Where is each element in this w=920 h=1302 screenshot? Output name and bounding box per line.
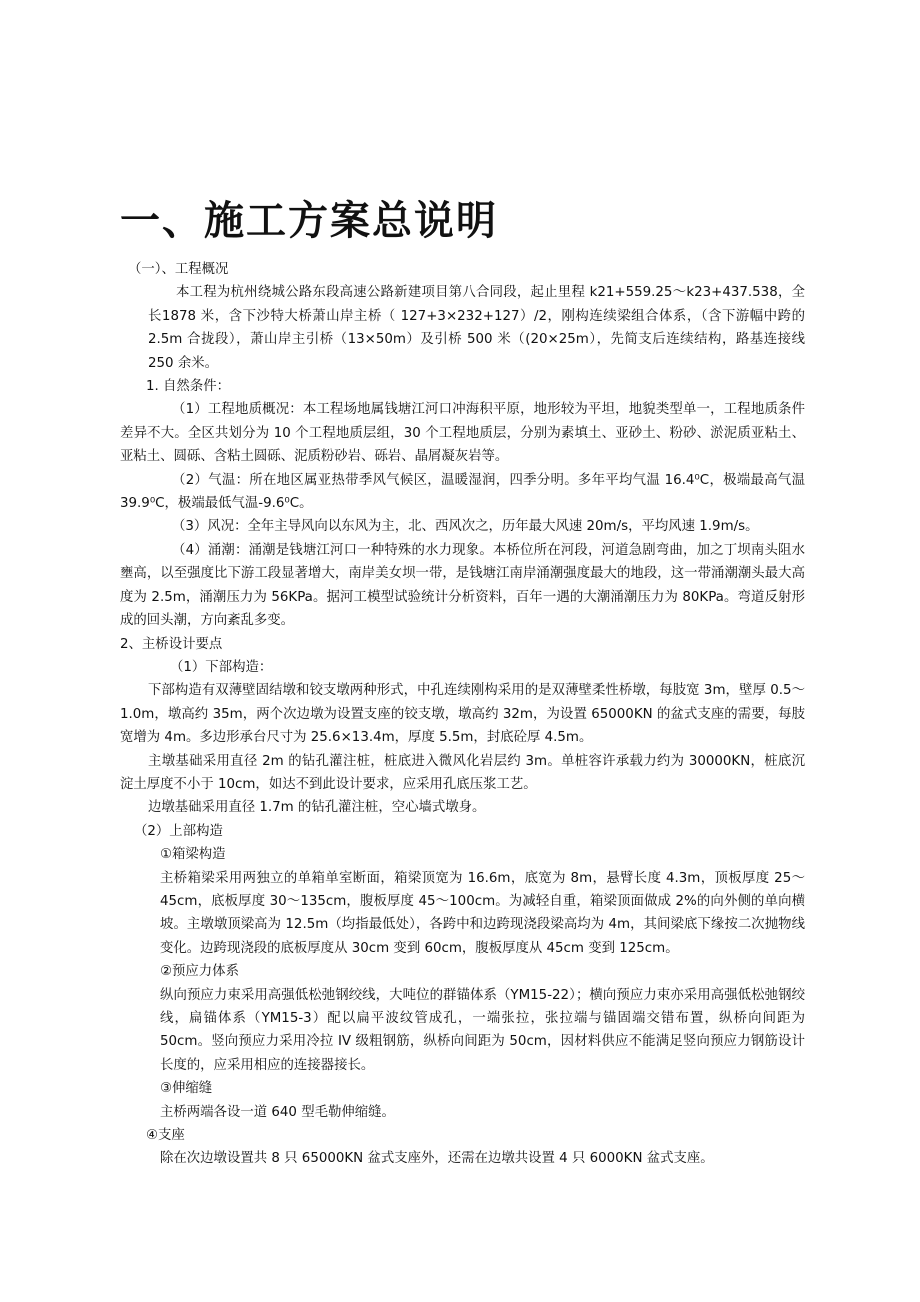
subsection-heading-upper: （2）上部构造 [134, 823, 223, 839]
paragraph-overview: 本工程为杭州绕城公路东段高速公路新建项目第八合同段，起止里程 k21+559.25～k23+437.538，全长1878 米，含下沙特大桥萧山岸主桥（ 127+3×232+127）/2，刚构连续梁组合体系，（含下游幅中跨的 2.5m 合拢段），萧山岸主引桥（13×50m）及引桥 500 米（(20×25m），先简支后连续结构，路基连接线 250 余米。 [148, 285, 805, 371]
page-title: 一、施工方案总说明 [120, 198, 498, 244]
paragraph-lower-1: 下部构造有双薄壁固结墩和铰支墩两种形式，中孔连续刚构采用的是双薄壁柔性桥墩，每肢宽 3m，壁厚 0.5～1.0m，墩高约 35m，两个次边墩为设置支座的铰支墩，墩高约 32m，为设置 65000KN 的盆式支座的需要，每肢宽增为 4m。多边形承台尺寸为 25.6×13.4m，厚度 5.5m，封底砼厚 4.5m。 [120, 683, 805, 746]
item-heading-prestress: ②预应力体系 [160, 964, 239, 980]
paragraph-bearing: 除在次边墩设置共 8 只 65000KN 盆式支座外，还需在边墩共设置 4 只 6000KN 盆式支座。 [160, 1151, 714, 1167]
paragraph-tide: （4）涌潮：涌潮是钱塘江河口一种特殊的水力现象。本桥位所在河段，河道急剧弯曲，加之丁坝南头阻水壅高，以至强度比下游工段显著增大，南岸美女坝一带，是钱塘江南岸涌潮强度最大的地段，这一带涌潮潮头最大高度为 2.5m，涌潮压力为 56KPa。据河工模型试验统计分析资料，百年一遇的大潮涌潮压力为 80KPa。弯道反射形成的回头潮，方向紊乱多变。 [120, 542, 805, 629]
paragraph-box-girder: 主桥箱梁采用两独立的单箱单室断面，箱梁顶宽为 16.6m，底宽为 8m，悬臂长度 4.3m，顶板厚度 25～45cm，底板厚度 30～135cm，腹板厚度 45～100cm。为减轻自重，箱梁顶面做成 2%的向外侧的单向横坡。主墩墩顶梁高为 12.5m（均指最低处），各跨中和边跨现浇段梁高均为 4m，其间梁底下缘按二次抛物线变化。边跨现浇段的底板厚度从 30cm 变到 60cm，腹板厚度从 45cm 变到 125cm。 [160, 870, 805, 956]
item-heading-bearing: ④支座 [146, 1128, 185, 1144]
paragraph-wind: （3）风况：全年主导风向以东风为主，北、西风次之，历年最大风速 20m/s，平均风速 1.9m/s。 [172, 519, 759, 535]
item-heading-box-girder: ①箱梁构造 [160, 847, 226, 863]
paragraph-expansion-joint: 主桥两端各设一道 640 型毛勒伸缩缝。 [160, 1104, 395, 1120]
section-heading-main-bridge: 2、主桥设计要点 [120, 636, 223, 652]
paragraph-geology: （1）工程地质概况：本工程场地属钱塘江河口冲海积平原，地形较为平坦，地貌类型单一，工程地质条件差异不大。全区共划分为 10 个工程地质层组，30 个工程地质层，分别为素填土、亚砂土、粉砂、淤泥质亚粘土、亚粘土、圆砾、含粘土圆砾、泥质粉砂岩、砾岩、晶屑凝灰岩等。 [120, 402, 805, 465]
section-heading-overview: （一）、工程概况 [128, 262, 229, 277]
subsection-heading-natural: 1. 自然条件： [146, 379, 230, 395]
paragraph-lower-2: 主墩基础采用直径 2m 的钻孔灌注桩，桩底进入微风化岩层约 3m。单桩容许承载力约为 30000KN，桩底沉淀土厚度不小于 10cm，如达不到此设计要求，应采用孔底压浆工艺。 [120, 753, 805, 792]
subsection-heading-lower: （1）下部构造： [170, 659, 273, 675]
paragraph-lower-3: 边墩基础采用直径 1.7m 的钻孔灌注桩，空心墙式墩身。 [148, 800, 486, 816]
paragraph-prestress: 纵向预应力束采用高强低松弛钢绞线，大吨位的群锚体系（YM15-22）；横向预应力束亦采用高强低松弛钢绞线，扁锚体系（YM15-3）配以扁平波纹管成孔，一端张拉，张拉端与锚固端交错布置，纵桥向间距为 50cm。竖向预应力采用冷拉 IV 级粗钢筋，纵桥向间距为 50cm，因材料供应不能满足竖向预应力钢筋设计长度的，应采用相应的连接器接长。 [160, 987, 805, 1073]
item-heading-expansion-joint: ③伸缩缝 [160, 1081, 213, 1097]
document-body [120, 258, 805, 1171]
paragraph-temperature: （2）气温：所在地区属亚热带季风气候区，温暖湿润，四季分明。多年平均气温 16.4⁰C，极端最高气温 39.9⁰C，极端最低气温-9.6⁰C。 [120, 472, 805, 512]
